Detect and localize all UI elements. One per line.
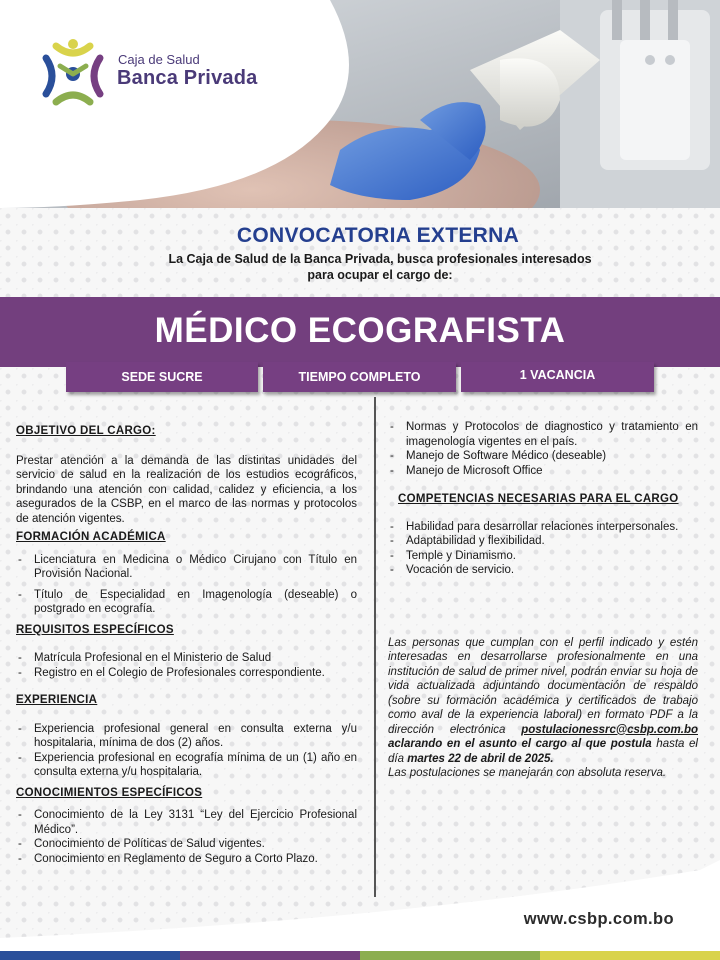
knowledge-list-continued	[388, 420, 698, 478]
objective-text: Prestar atención a la demanda de las distintas unidades del servicio de salud en la realización de los estudios ecográficos, brindando una atención con calidad, calidez y eficiencia, a los asegurados de la CSBP, en el marco de las normas y protocolos de atención vigentes.	[16, 454, 357, 525]
experience-list	[16, 722, 357, 780]
knowledge-list	[16, 808, 357, 866]
deadline-date: martes 22 de abril de 2025.	[407, 752, 554, 765]
confidentiality-note: Las postulaciones se manejarán con absoluta reserva.	[388, 767, 667, 779]
tag-location: SEDE SUCRE	[66, 362, 258, 392]
footer-color-bars	[0, 951, 720, 960]
footer-wave	[0, 860, 720, 952]
competencies-heading: COMPETENCIAS NECESARIAS PARA EL CARGO	[398, 493, 679, 505]
bar-blue	[0, 951, 180, 960]
list-item: - Adaptabilidad y flexibilidad.	[388, 534, 698, 549]
list-item: - Conocimiento en Reglamento de Seguro a Corto Plazo.	[16, 852, 357, 867]
instructions-mid: hasta el día	[388, 738, 698, 765]
hero-banner	[0, 0, 720, 208]
page-subtitle	[130, 251, 630, 283]
brand-name: Banca Privada	[117, 67, 258, 89]
education-list	[16, 553, 357, 617]
list-item: - Título de Especialidad en Imagenología (deseable) o postgrado en ecografía.	[16, 588, 357, 617]
website-link[interactable]: www.csbp.com.bo	[523, 910, 674, 928]
brand-subtitle: Caja de Salud	[118, 52, 200, 67]
requirements-heading: REQUISITOS ESPECÍFICOS	[16, 623, 174, 636]
application-email-link[interactable]: postulacionessrc@csbp.com.bo	[521, 723, 698, 736]
education-heading: FORMACIÓN ACADÉMICA	[16, 531, 166, 543]
list-item: - Registro en el Colegio de Profesionales correspondiente.	[16, 666, 357, 681]
list-item: - Experiencia profesional general en consulta externa y/u hospitalaria, mínima de dos (2) años.	[16, 722, 357, 751]
bar-purple	[180, 951, 360, 960]
list-item: - Conocimiento de Políticas de Salud vigentes.	[16, 837, 357, 852]
list-item: - Licenciatura en Medicina o Médico Cirujano con Título en Provisión Nacional.	[16, 553, 357, 582]
bar-yellow	[540, 951, 720, 960]
list-item: - Normas y Protocolos de diagnostico y tratamiento en imagenología vigentes en el país.	[388, 420, 698, 449]
tag-schedule: TIEMPO COMPLETO	[263, 362, 456, 392]
knowledge-heading: CONOCIMIENTOS ESPECÍFICOS	[16, 786, 203, 799]
instructions-intro: Las personas que cumplan con el perfil indicado y estén interesadas en desarrollarse profesionalmente en una institución de salud de primer nivel, podrán enviar su hoja de vida actualizada adjuntando documentación de respaldo (sobre su formación académica y certificados de trabajo como aval de la experiencia laboral) en formato PDF a la dirección electrónica	[388, 636, 698, 736]
list-item: - Vocación de servicio.	[388, 563, 698, 578]
list-item: - Habilidad para desarrollar relaciones interpersonales.	[388, 520, 698, 535]
position-title: MÉDICO ECOGRAFISTA	[154, 311, 566, 350]
list-item: - Manejo de Software Médico (deseable)	[388, 449, 698, 464]
csbp-logo-icon	[38, 36, 108, 110]
bar-green	[360, 951, 540, 960]
list-item: - Matrícula Profesional en el Ministerio de Salud	[16, 651, 357, 666]
competencies-list	[388, 520, 698, 578]
tag-vacancies: 1 VACANCIA	[461, 362, 654, 392]
column-divider	[374, 397, 376, 897]
subtitle-line-1: La Caja de Salud de la Banca Privada, busca profesionales interesados	[168, 252, 592, 266]
instructions-subject: aclarando en el asunto el cargo al que postula	[388, 738, 652, 750]
left-column	[16, 424, 357, 866]
list-item: - Manejo de Microsoft Office	[388, 464, 698, 479]
list-item: - Experiencia profesional en ecografía mínima de un (1) año en consulta externa y/u hospitalaria.	[16, 751, 357, 780]
objective-heading: OBJETIVO DEL CARGO:	[16, 425, 156, 437]
right-column	[388, 420, 698, 781]
list-item: - Conocimiento de la Ley 3131 “Ley del Ejercicio Profesional Médico”.	[16, 808, 357, 837]
experience-heading: EXPERIENCIA	[16, 694, 98, 706]
requirements-list	[16, 651, 357, 680]
subtitle-line-2: para ocupar el cargo de:	[307, 268, 453, 282]
list-item: - Temple y Dinamismo.	[388, 549, 698, 564]
application-instructions	[388, 636, 698, 781]
page-title: CONVOCATORIA EXTERNA	[236, 224, 520, 247]
